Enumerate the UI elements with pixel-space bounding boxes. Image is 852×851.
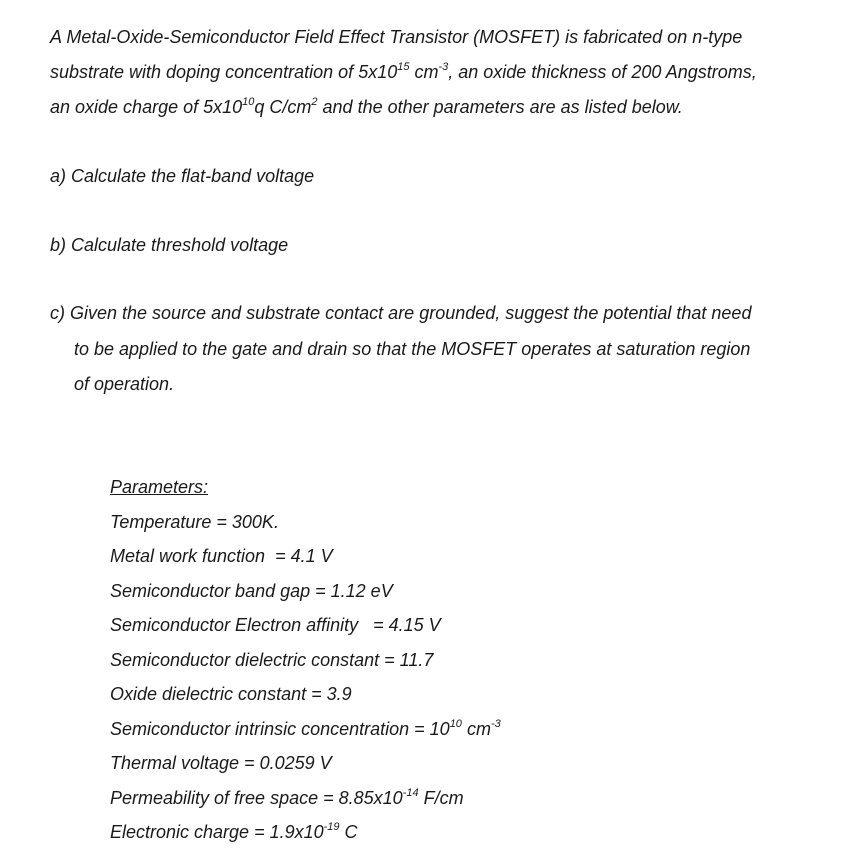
intrinsic-exponent: 10 bbox=[449, 718, 462, 730]
intrinsic-unit-exponent: -3 bbox=[490, 718, 501, 730]
param-temperature: Temperature = 300K. bbox=[110, 512, 279, 532]
param-semiconductor-dielectric: Semiconductor dielectric constant = 11.7 bbox=[110, 650, 434, 670]
param-electron-affinity: Semiconductor Electron affinity = 4.15 V bbox=[110, 615, 441, 635]
param-intrinsic-concentration bbox=[110, 718, 501, 740]
permeability-unit: F/cm bbox=[418, 788, 464, 808]
param-band-gap: Semiconductor band gap = 1.12 eV bbox=[110, 581, 393, 601]
param-oxide-dielectric: Oxide dielectric constant = 3.9 bbox=[110, 684, 352, 704]
intro-line-3 bbox=[50, 96, 683, 118]
parameters-heading: Parameters: bbox=[110, 477, 209, 497]
question-a: a) Calculate the flat-band voltage bbox=[50, 166, 315, 186]
charge-exponent: -19 bbox=[323, 821, 340, 833]
doping-unit-exponent: -3 bbox=[438, 61, 449, 73]
intrinsic-text: Semiconductor intrinsic concentration = 10 bbox=[110, 719, 450, 739]
param-metal-work-function: Metal work function = 4.1 V bbox=[110, 546, 333, 566]
intro-line-2 bbox=[50, 61, 757, 83]
question-c-line-1: c) Given the source and substrate contact are grounded, suggest the potential that need bbox=[50, 303, 752, 323]
charge-text: Electronic charge = 1.9x10 bbox=[110, 822, 324, 842]
oxide-charge-unit-exponent: 2 bbox=[311, 96, 318, 108]
intro-line-2-c: , an oxide thickness of 200 Angstroms, bbox=[448, 62, 757, 82]
intrinsic-unit: cm bbox=[461, 719, 491, 739]
intro-line-3-b: q C/cm bbox=[254, 97, 312, 117]
charge-unit: C bbox=[339, 822, 358, 842]
question-c-line-2: to be applied to the gate and drain so that the MOSFET operates at saturation region bbox=[74, 339, 751, 359]
intro-line-3-c: and the other parameters are as listed below. bbox=[317, 97, 683, 117]
permeability-exponent: -14 bbox=[402, 787, 419, 799]
oxide-charge-exponent: 10 bbox=[242, 96, 255, 108]
question-b: b) Calculate threshold voltage bbox=[50, 235, 289, 255]
intro-line-1: A Metal-Oxide-Semiconductor Field Effect Transistor (MOSFET) is fabricated on n-type bbox=[50, 27, 743, 47]
param-electronic-charge bbox=[110, 821, 358, 843]
question-c-line-3: of operation. bbox=[74, 374, 175, 394]
intro-line-3-a: an oxide charge of 5x10 bbox=[50, 97, 243, 117]
param-thermal-voltage: Thermal voltage = 0.0259 V bbox=[110, 753, 332, 773]
intro-line-2-a: substrate with doping concentration of 5x10 bbox=[50, 62, 398, 82]
doping-exponent: 15 bbox=[397, 61, 410, 73]
permeability-text: Permeability of free space = 8.85x10 bbox=[110, 788, 403, 808]
intro-line-2-b: cm bbox=[409, 62, 439, 82]
param-permeability bbox=[110, 787, 464, 809]
